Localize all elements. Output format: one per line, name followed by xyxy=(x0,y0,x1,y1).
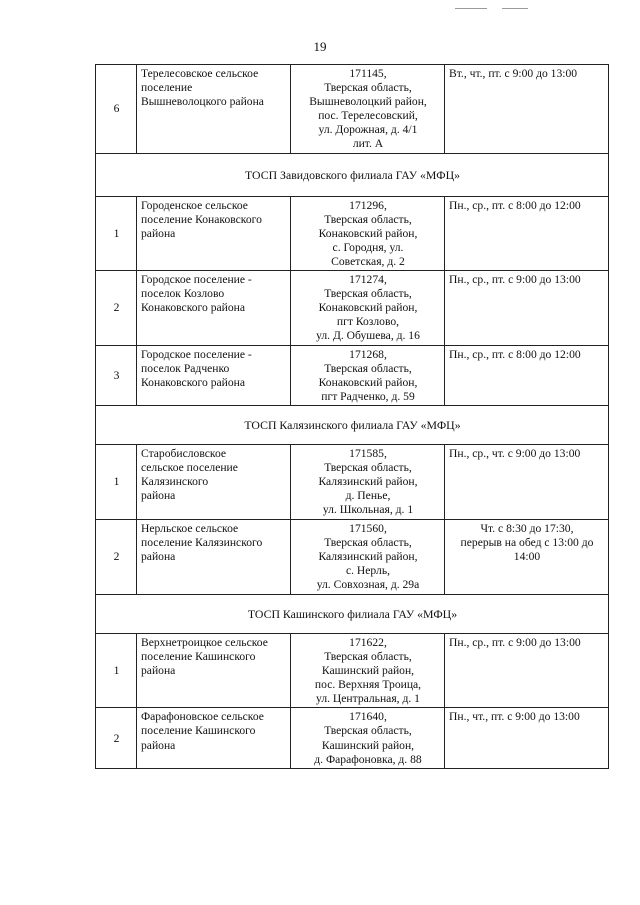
table-body xyxy=(96,65,609,769)
address xyxy=(291,345,445,405)
address xyxy=(291,444,445,519)
table-row xyxy=(96,271,609,345)
section-title: ТОСП Кашинского филиала ГАУ «МФЦ» xyxy=(96,594,609,633)
address xyxy=(291,271,445,345)
working-hours xyxy=(445,633,609,707)
address-line: 171622, xyxy=(349,635,387,649)
settlement-name-line: поселение Кашинского xyxy=(141,649,256,663)
settlement-name xyxy=(137,345,291,405)
address-line: ул. Школьная, д. 1 xyxy=(322,503,414,517)
settlement-name-line: Городское поселение - xyxy=(141,347,252,361)
address-line: ул. Центральная, д. 1 xyxy=(316,692,420,706)
row-number: 6 xyxy=(96,65,137,154)
address xyxy=(291,196,445,270)
address-line: Конаковский район, xyxy=(318,375,418,389)
row-number: 1 xyxy=(96,633,137,707)
section-header-row xyxy=(96,153,609,196)
row-number: 2 xyxy=(96,519,137,594)
address-line: лит. А xyxy=(352,137,384,151)
table-row xyxy=(96,708,609,769)
settlement-name-line: поселок Козлово xyxy=(141,287,225,301)
working-hours-line: Пн., ср., пт. с 9:00 до 13:00 xyxy=(449,635,581,649)
working-hours-line: Пн., ср., пт. с 8:00 до 12:00 xyxy=(449,198,581,212)
settlement-name-line: Верхнетроицкое сельское xyxy=(141,635,268,649)
settlement-name-line: Фарафоновское сельское xyxy=(141,710,264,724)
address-line: 171585, xyxy=(349,446,387,460)
settlement-name-line: поселок Радченко xyxy=(141,361,230,375)
address-line: пос. Терелесовский, xyxy=(318,109,418,123)
table-row xyxy=(96,65,609,154)
working-hours xyxy=(445,708,609,769)
working-hours-line: Вт., чт., пт. с 9:00 до 13:00 xyxy=(449,67,578,80)
settlement-name xyxy=(137,708,291,769)
section-title: ТОСП Завидовского филиала ГАУ «МФЦ» xyxy=(96,153,609,196)
address xyxy=(291,633,445,707)
address-line: ул. Совхозная, д. 29а xyxy=(316,578,420,592)
address-line: д. Фарафоновка, д. 88 xyxy=(314,752,422,766)
address-line: с. Нерль, xyxy=(345,564,391,578)
settlement-name-line: района xyxy=(141,489,176,503)
section-header-row xyxy=(96,405,609,444)
address xyxy=(291,708,445,769)
address-line: Конаковский район, xyxy=(318,226,418,240)
working-hours-line: Пн., ср., пт. с 8:00 до 12:00 xyxy=(449,347,581,361)
service-points-table xyxy=(95,64,609,769)
working-hours-line: Пн., ср., чт. с 9:00 до 13:00 xyxy=(449,446,581,460)
working-hours-line: Пн., чт., пт. с 9:00 до 13:00 xyxy=(449,710,580,724)
table-row xyxy=(96,444,609,519)
section-title: ТОСП Калязинского филиала ГАУ «МФЦ» xyxy=(96,405,609,444)
address-line: Тверская область, xyxy=(324,649,412,663)
address-line: Вышневолоцкий район, xyxy=(309,95,427,109)
working-hours-line: 14:00 xyxy=(513,550,541,564)
settlement-name-line: поселение xyxy=(141,81,193,95)
working-hours xyxy=(445,444,609,519)
settlement-name-line: района xyxy=(141,550,176,564)
section-header-row xyxy=(96,594,609,633)
row-number: 1 xyxy=(96,196,137,270)
working-hours-line: перерыв на обед с 13:00 до xyxy=(460,535,594,549)
address-line: Тверская область, xyxy=(324,212,412,226)
settlement-name-line: Нерльское сельское xyxy=(141,521,239,535)
settlement-name-line: Калязинского xyxy=(141,475,209,489)
address-line: 171560, xyxy=(349,521,387,535)
address xyxy=(291,519,445,594)
address-line: Советская, д. 2 xyxy=(331,254,405,268)
address-line: Кашинский район, xyxy=(321,664,415,678)
settlement-name-line: Городское поселение - xyxy=(141,273,252,287)
table-row xyxy=(96,633,609,707)
working-hours-line: Пн., ср., пт. с 9:00 до 13:00 xyxy=(449,273,581,287)
address-line: 171274, xyxy=(349,273,387,287)
working-hours xyxy=(445,65,609,154)
settlement-name xyxy=(137,444,291,519)
settlement-name-line: Терелесовское сельское xyxy=(141,67,259,80)
address-line: Тверская область, xyxy=(324,287,412,301)
working-hours-line: Чт. с 8:30 до 17:30, xyxy=(480,521,574,535)
address-line: Калязинский район, xyxy=(318,475,418,489)
settlement-name-line: Старобисловское xyxy=(141,446,227,460)
table-row xyxy=(96,196,609,270)
settlement-name xyxy=(137,196,291,270)
address-line: Тверская область, xyxy=(324,81,412,95)
working-hours xyxy=(445,345,609,405)
row-number: 3 xyxy=(96,345,137,405)
working-hours xyxy=(445,519,609,594)
settlement-name-line: района xyxy=(141,738,176,752)
settlement-name xyxy=(137,633,291,707)
scan-artifact-line xyxy=(455,8,487,9)
address-line: Тверская область, xyxy=(324,724,412,738)
address-line: пос. Верхняя Троица, xyxy=(314,678,422,692)
address-line: пгт Козлово, xyxy=(336,315,400,329)
settlement-name xyxy=(137,65,291,154)
row-number: 2 xyxy=(96,271,137,345)
row-number: 1 xyxy=(96,444,137,519)
settlement-name-line: поселение Кашинского xyxy=(141,724,256,738)
address-line: 171268, xyxy=(349,347,387,361)
settlement-name-line: Конаковского района xyxy=(141,375,245,389)
address-line: ул. Д. Обушева, д. 16 xyxy=(316,329,420,343)
settlement-name xyxy=(137,519,291,594)
address-line: Калязинский район, xyxy=(318,550,418,564)
settlement-name-line: Конаковского района xyxy=(141,301,245,315)
row-number: 2 xyxy=(96,708,137,769)
address-line: 171640, xyxy=(349,710,387,724)
address-line: д. Пеньe, xyxy=(345,489,391,503)
settlement-name-line: поселение Калязинского xyxy=(141,535,263,549)
address-line: Конаковский район, xyxy=(318,301,418,315)
address-line: 171145, xyxy=(349,67,387,80)
address-line: ул. Дорожная, д. 4/1 xyxy=(318,123,418,137)
address-line: Тверская область, xyxy=(324,535,412,549)
working-hours xyxy=(445,271,609,345)
settlement-name-line: района xyxy=(141,664,176,678)
address-line: 171296, xyxy=(349,198,387,212)
page-number: 19 xyxy=(313,39,327,54)
address-line: с. Городня, ул. xyxy=(332,240,404,254)
settlement-name-line: сельское поселение xyxy=(141,460,238,474)
settlement-name-line: поселение Конаковского xyxy=(141,212,262,226)
settlement-name-line: Вышневолоцкого района xyxy=(141,95,264,109)
settlement-name-line: района xyxy=(141,226,176,240)
scan-artifact-line xyxy=(502,8,528,9)
address xyxy=(291,65,445,154)
settlement-name-line: Городенское сельское xyxy=(141,198,248,212)
address-line: пгт Радченко, д. 59 xyxy=(321,389,415,403)
table-row xyxy=(96,519,609,594)
working-hours xyxy=(445,196,609,270)
address-line: Тверская область, xyxy=(324,460,412,474)
table-row xyxy=(96,345,609,405)
address-line: Тверская область, xyxy=(324,361,412,375)
address-line: Кашинский район, xyxy=(321,738,415,752)
settlement-name xyxy=(137,271,291,345)
